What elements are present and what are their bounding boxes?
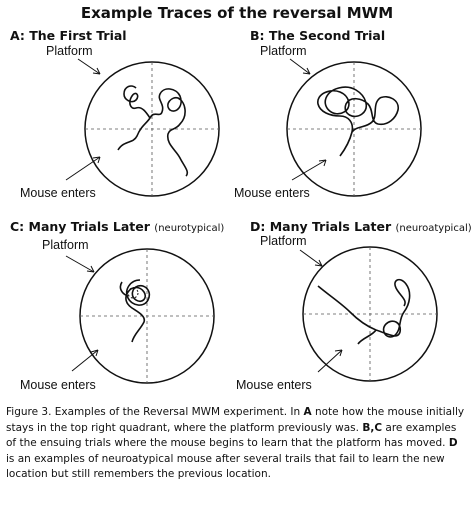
panel-a-platform-label: Platform <box>46 44 93 58</box>
caption-text-1: Figure 3. Examples of the Reversal MWM experiment. In <box>6 406 304 418</box>
panel-d-entry-label: Mouse enters <box>236 378 312 392</box>
panel-d-swim-trace <box>318 280 410 344</box>
caption-bold-d: D <box>448 437 458 449</box>
caption-bold-a: A <box>303 406 312 418</box>
caption-text-4: is an examples of neuroatypical mouse after several trails that fail to learn the new location but still remembers the previous location. <box>6 452 445 480</box>
panel-a-entry-label: Mouse enters <box>20 186 96 200</box>
panel-d-note: (neuroatypical) <box>395 223 472 234</box>
caption-text-3: are examples of the ensuing trials where the mouse begins to learn that the platform has moved. <box>6 421 457 449</box>
panel-c-platform-label: Platform <box>42 238 89 252</box>
panel-b-platform-label: Platform <box>260 44 307 58</box>
panel-c-title: C: Many Trials Later <box>10 219 150 234</box>
figure-title: Example Traces of the reversal MWM <box>80 4 394 22</box>
caption-text-2: note how the mouse initially stays in the top right quadrant, where the platform previously was. <box>6 406 465 434</box>
panel-c-entry-label: Mouse enters <box>20 378 96 392</box>
caption-bold-bc: B,C <box>362 421 383 434</box>
panel-c-note: (neurotypical) <box>154 223 225 234</box>
figure-caption <box>6 405 468 483</box>
panel-b-title: B: The Second Trial <box>250 28 386 43</box>
panel-a-title: A: The First Trial <box>10 28 127 43</box>
panel-d-platform-label: Platform <box>260 234 307 248</box>
panel-d-title: D: Many Trials Later <box>250 219 392 234</box>
panel-d-platform-arrow <box>300 250 322 266</box>
panel-b-entry-label: Mouse enters <box>234 186 310 200</box>
